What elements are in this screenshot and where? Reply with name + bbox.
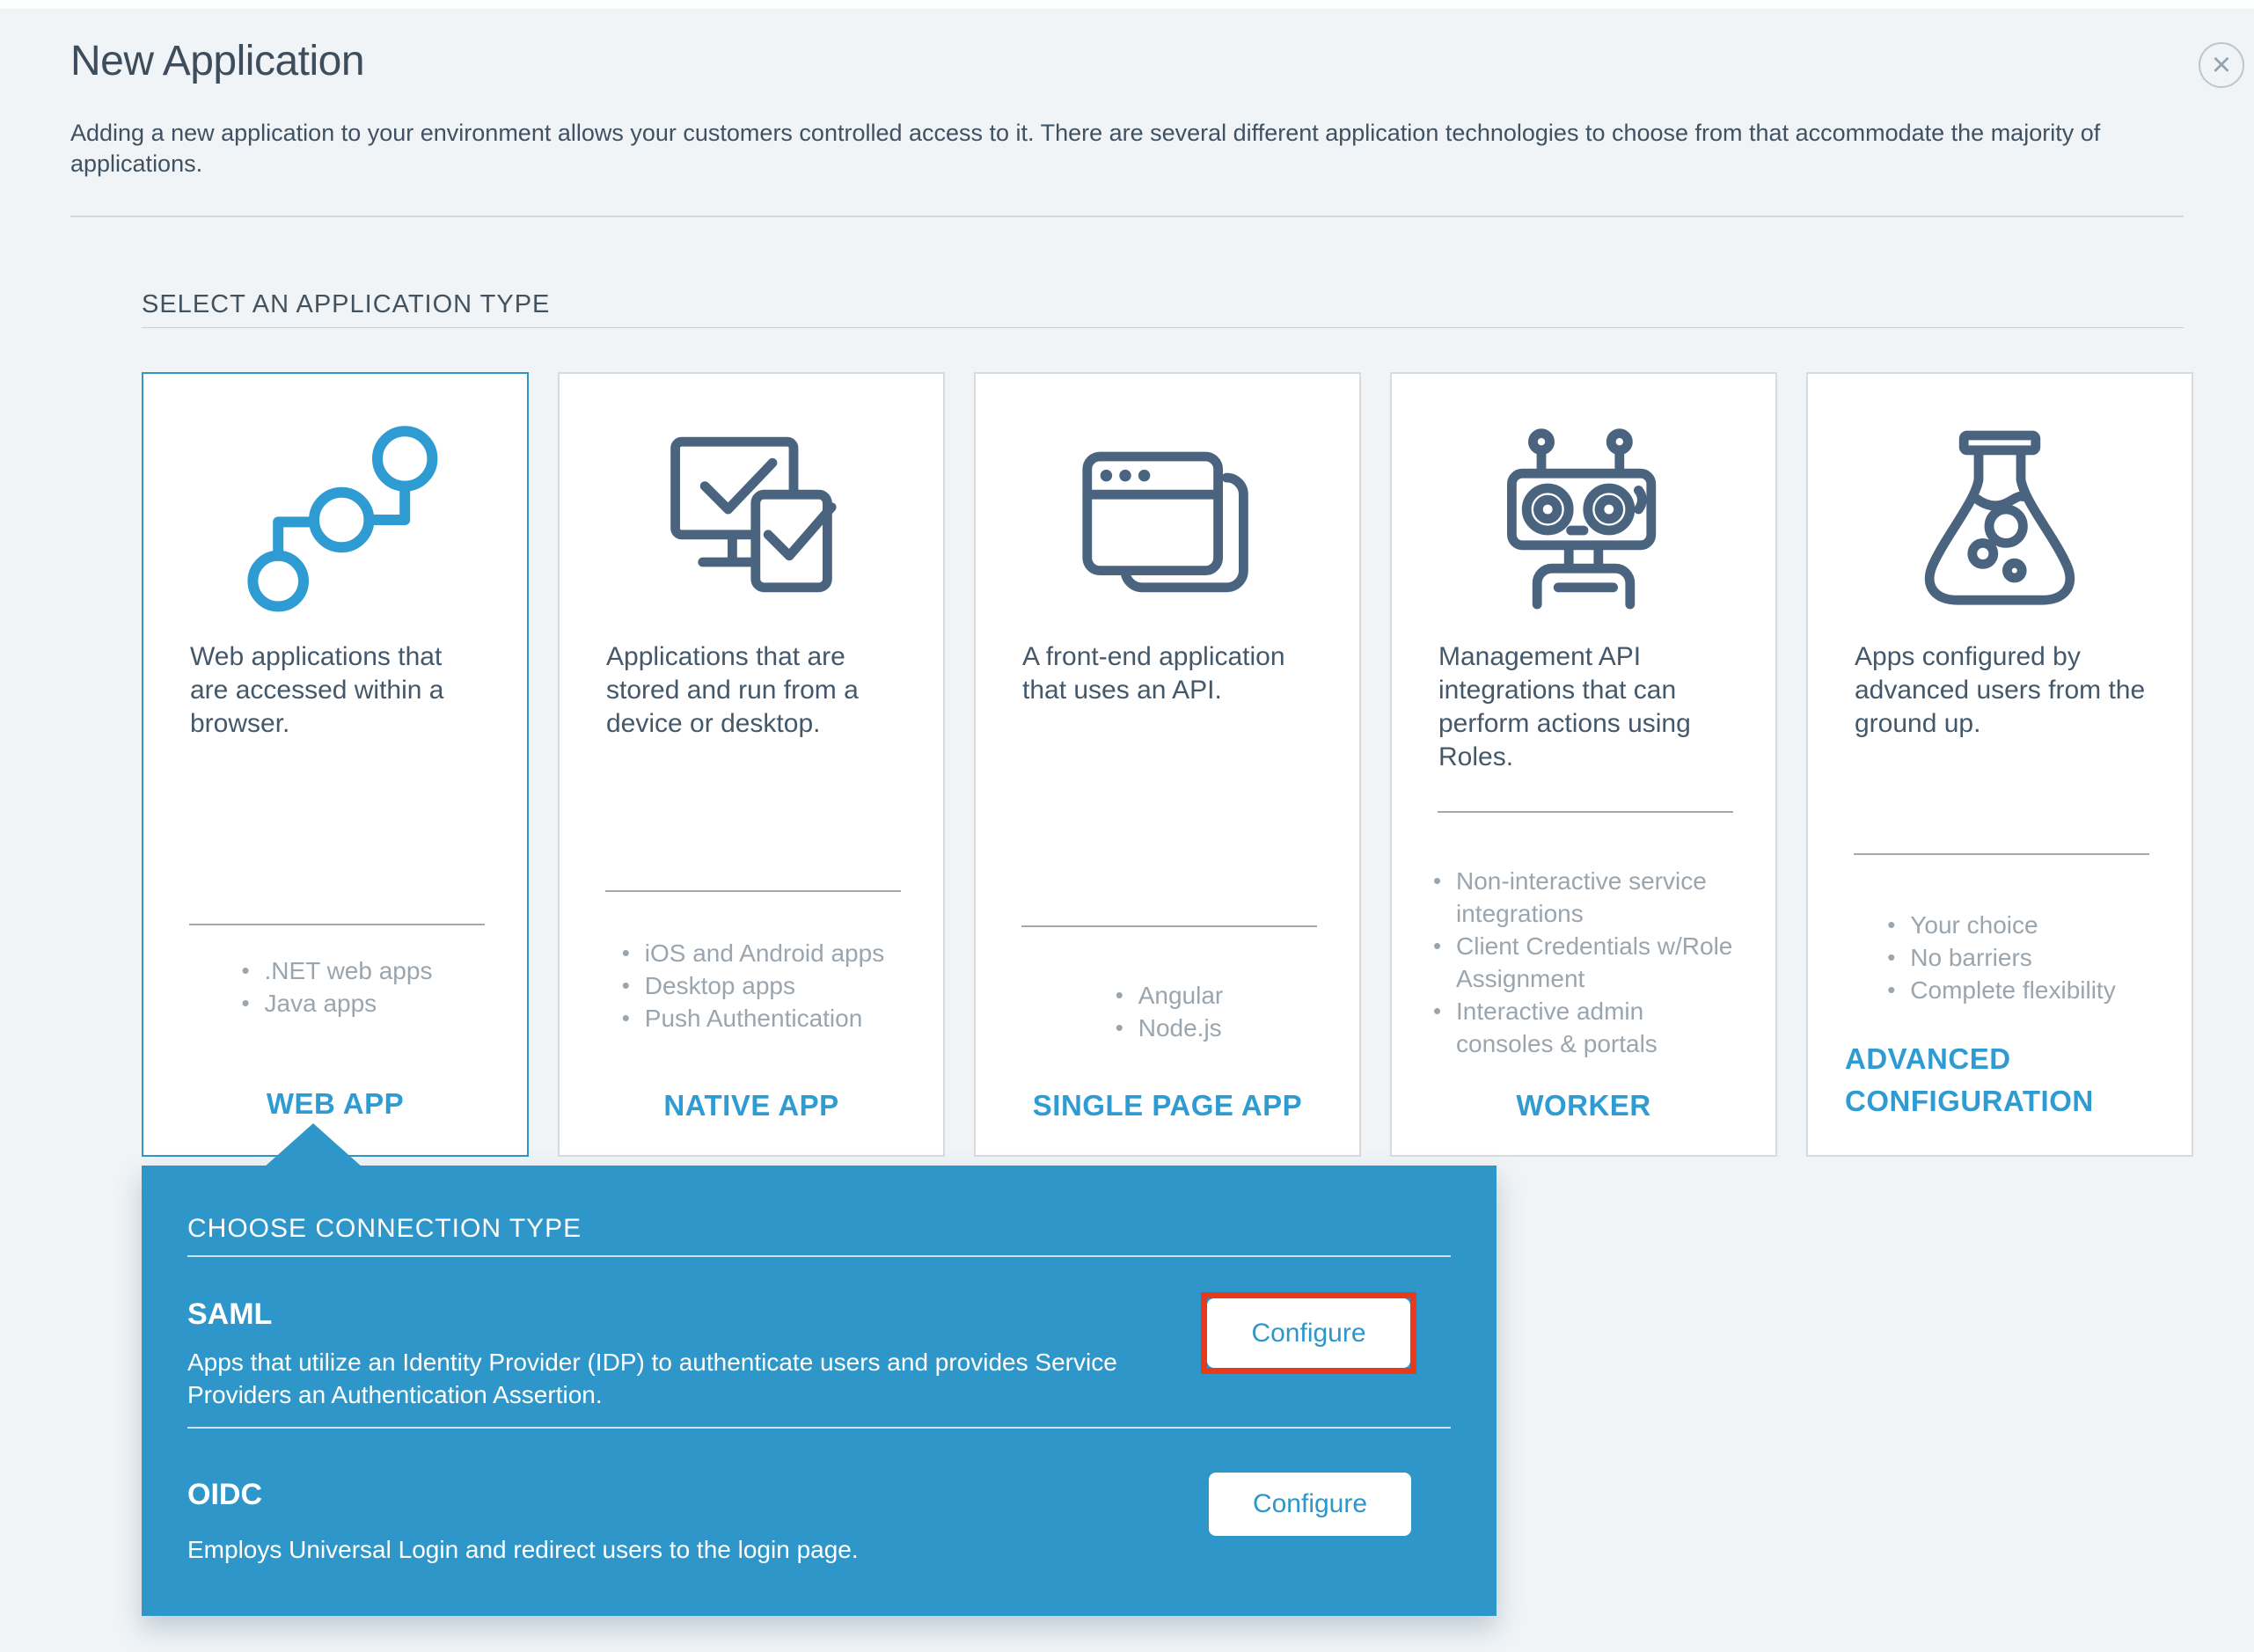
bullet-item: • Your choice [1884, 909, 2115, 941]
card-bullet-list [1112, 979, 1224, 1044]
card-single-page-app[interactable] [974, 372, 1361, 1157]
card-divider [1021, 925, 1317, 927]
page-description: Adding a new application to your environment allows your customers controlled access to it. There are several different application technologies to choose from that accommodate the majority of applications. [70, 120, 2101, 177]
card-bullet-list [618, 937, 884, 1034]
saml-configure-button[interactable]: Configure [1207, 1298, 1410, 1368]
card-divider [605, 890, 901, 892]
card-bullet-list [238, 954, 433, 1020]
bullet-item: • Client Credentials w/Role Assignment [1430, 930, 1738, 995]
bullet-item: • Non-interactive service integrations [1430, 865, 1738, 930]
bullet-item: • No barriers [1884, 941, 2115, 974]
bullet-item: • Angular [1112, 979, 1224, 1012]
card-divider [1438, 811, 1733, 813]
page-title: New Application [70, 38, 365, 84]
panel-divider [187, 1427, 1451, 1429]
card-description: A front-end application that uses an API. [1022, 642, 1285, 705]
card-type-label: ADVANCED CONFIGURATION [1845, 1042, 2094, 1117]
nodes-icon [230, 414, 441, 625]
panel-divider [187, 1255, 1451, 1257]
window-edge [0, 0, 2254, 9]
card-type-label: WEB APP [266, 1087, 405, 1120]
connection-option-oidc-description: Employs Universal Login and redirect users to the login page. [187, 1536, 859, 1563]
card-type-label: NATIVE APP [663, 1089, 839, 1122]
connection-option-oidc-title: OIDC [187, 1478, 262, 1511]
browser-windows-icon [1062, 414, 1273, 625]
bullet-item: • Complete flexibility [1884, 974, 2115, 1006]
card-web-app[interactable] [142, 372, 529, 1157]
oidc-configure-slot [1209, 1473, 1411, 1536]
bullet-item: • Push Authentication [618, 1002, 884, 1034]
card-type-label: WORKER [1516, 1089, 1651, 1122]
bullet-item: • Node.js [1112, 1012, 1224, 1044]
card-description: Web applications that are accessed within a browser. [190, 642, 444, 738]
selected-card-pointer [264, 1123, 362, 1167]
close-button[interactable] [2199, 42, 2244, 88]
connection-type-panel [142, 1166, 1497, 1616]
card-bullet-list [1884, 909, 2115, 1006]
connection-option-saml-description: Apps that utilize an Identity Provider (IDP) to authenticate users and provides Service Providers an Authentication Assertion. [187, 1349, 1117, 1408]
close-icon: × [2211, 47, 2232, 84]
card-native-app[interactable] [558, 372, 945, 1157]
oidc-configure-button[interactable]: Configure [1209, 1473, 1411, 1536]
devices-check-icon [646, 414, 857, 625]
card-type-label: SINGLE PAGE APP [1032, 1089, 1303, 1122]
bullet-item: • .NET web apps [238, 954, 433, 987]
connection-option-saml-title: SAML [187, 1297, 273, 1331]
application-type-cards [142, 372, 2193, 1157]
connection-panel-heading: CHOOSE CONNECTION TYPE [187, 1214, 582, 1243]
bullet-item: • Desktop apps [618, 969, 884, 1002]
bullet-item: • Interactive admin consoles & portals [1430, 995, 1738, 1060]
card-description: Apps configured by advanced users from the ground up. [1855, 642, 2146, 738]
bullet-item: • Java apps [238, 987, 433, 1020]
flask-icon [1894, 414, 2105, 625]
highlight-annotation-box [1201, 1292, 1416, 1374]
header-divider [70, 216, 2184, 217]
card-description: Applications that are stored and run from a device or desktop. [606, 642, 859, 738]
card-bullet-list [1430, 865, 1738, 1060]
card-advanced-configuration[interactable] [1806, 372, 2193, 1157]
section-label: SELECT AN APPLICATION TYPE [142, 290, 551, 318]
robot-icon [1478, 414, 1689, 625]
card-divider [189, 924, 485, 925]
card-description: Management API integrations that can perform actions using Roles. [1438, 642, 1691, 771]
bullet-item: • iOS and Android apps [618, 937, 884, 969]
section-divider [142, 327, 2184, 328]
card-worker[interactable] [1390, 372, 1777, 1157]
card-divider [1854, 853, 2149, 855]
